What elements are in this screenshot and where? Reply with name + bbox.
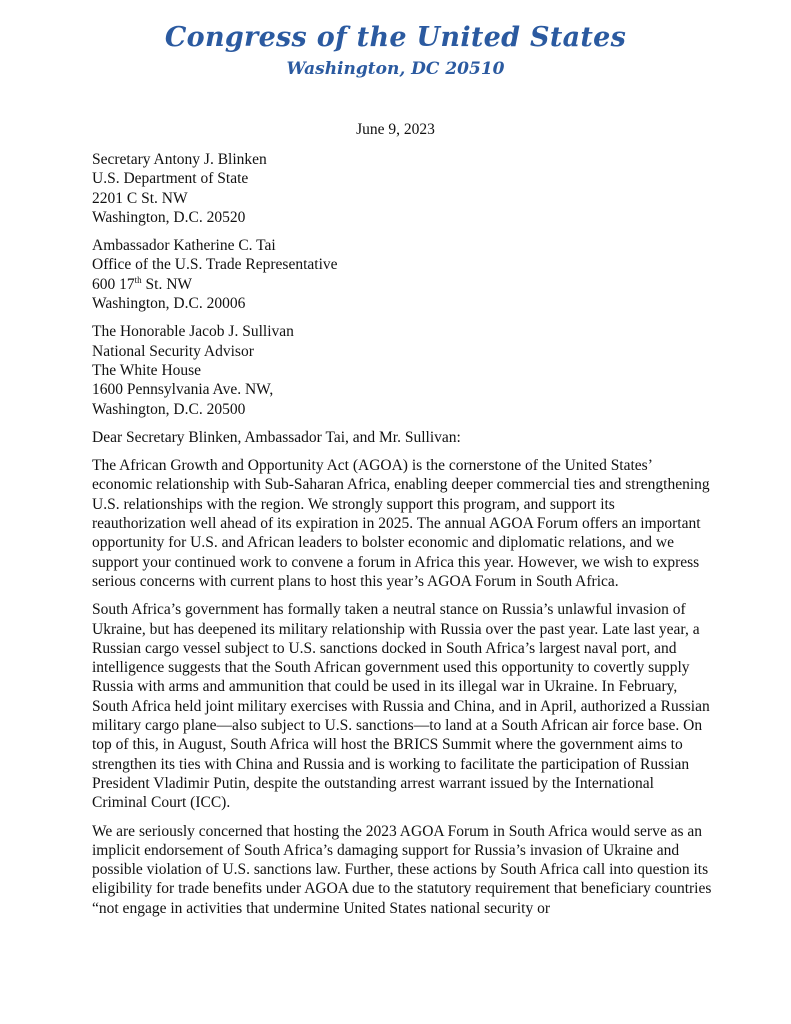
ordinal-suffix: th <box>134 274 142 285</box>
address-line: Washington, D.C. 20520 <box>92 208 246 226</box>
address-line: The White House <box>92 361 202 379</box>
address-line: 1600 Pennsylvania Ave. NW, <box>92 381 274 399</box>
address-line: National Security Advisor <box>92 342 254 360</box>
street-number: 600 17 <box>92 275 135 293</box>
paragraph-agoa: The African Growth and Opportunity Act (AGOA) is the cornerstone of the United States’ economic relationship with Sub-Saharan Africa, enabling deeper commercial ties and strengthening U.S. relationships with the region. We strongly support this program, and support its reauthorization well ahead of its expiration in 2025. The annual AGOA Forum offers an important opportunity for U.S. and African leaders to bolster economic and diplomatic relations, and we support your continued work to convene a forum in Africa this year. However, we wish to express serious concerns with current plans to host this year’s AGOA Forum in South Africa. <box>92 457 710 590</box>
paragraph-concerns: We are seriously concerned that hosting the 2023 AGOA Forum in South Africa would serve as an implicit endorsement of South Africa’s damaging support for Russia’s invasion of Ukraine and possible violation of U.S. sanctions law. Further, these actions by South Africa call into question its eligibility for trade benefits under AGOA due to the statutory requirement that beneficiary countries “not engage in activities that undermine United States national security or <box>92 822 712 917</box>
letterhead-subtitle: Washington, DC 20510 <box>286 59 505 79</box>
address-line: 2201 C St. NW <box>92 189 188 207</box>
address-line: The Honorable Jacob J. Sullivan <box>92 323 294 341</box>
salutation: Dear Secretary Blinken, Ambassador Tai, and Mr. Sullivan: <box>92 428 461 446</box>
address-line: Secretary Antony J. Blinken <box>92 151 267 168</box>
address-line: Ambassador Katherine C. Tai <box>92 237 276 255</box>
street-name: St. NW <box>141 275 193 293</box>
letterhead-title: Congress of the United States <box>164 22 627 53</box>
address-line: Washington, D.C. 20006 <box>92 295 246 313</box>
address-line: U.S. Department of State <box>92 170 249 188</box>
paragraph-south-africa-russia: South Africa’s government has formally taken a neutral stance on Russia’s unlawful invasion of Ukraine, but has deepened its military relationship with Russia over the past year. Late last year, a Russian cargo vessel subject to U.S. sanctions docked in South Africa’s largest naval port, and intelligence suggests that the South African government used this opportunity to covertly supply Russia with arms and ammunition that could be used in its illegal war in Ukraine. In February, South Africa held joint military exercises with Russia and China, and in April, authorized a Russian military cargo plane—also subject to U.S. sanctions—to land at a South African air force base. On top of this, in August, South Africa will host the BRICS Summit where the government aims to strengthen its ties with China and Russia and is working to facilitate the participation of Russian President Vladimir Putin, despite the outstanding arrest warrant issued by the International Criminal Court (ICC). <box>92 601 710 812</box>
address-line: Office of the U.S. Trade Representative <box>92 256 338 274</box>
address-line <box>92 275 712 294</box>
recipient-blinken <box>92 150 712 227</box>
letterhead <box>0 22 791 80</box>
address-line: Washington, D.C. 20500 <box>92 400 246 418</box>
letter-body <box>92 150 712 927</box>
letter-date: June 9, 2023 <box>356 121 435 138</box>
recipient-tai <box>92 236 712 313</box>
recipient-sullivan <box>92 322 712 418</box>
